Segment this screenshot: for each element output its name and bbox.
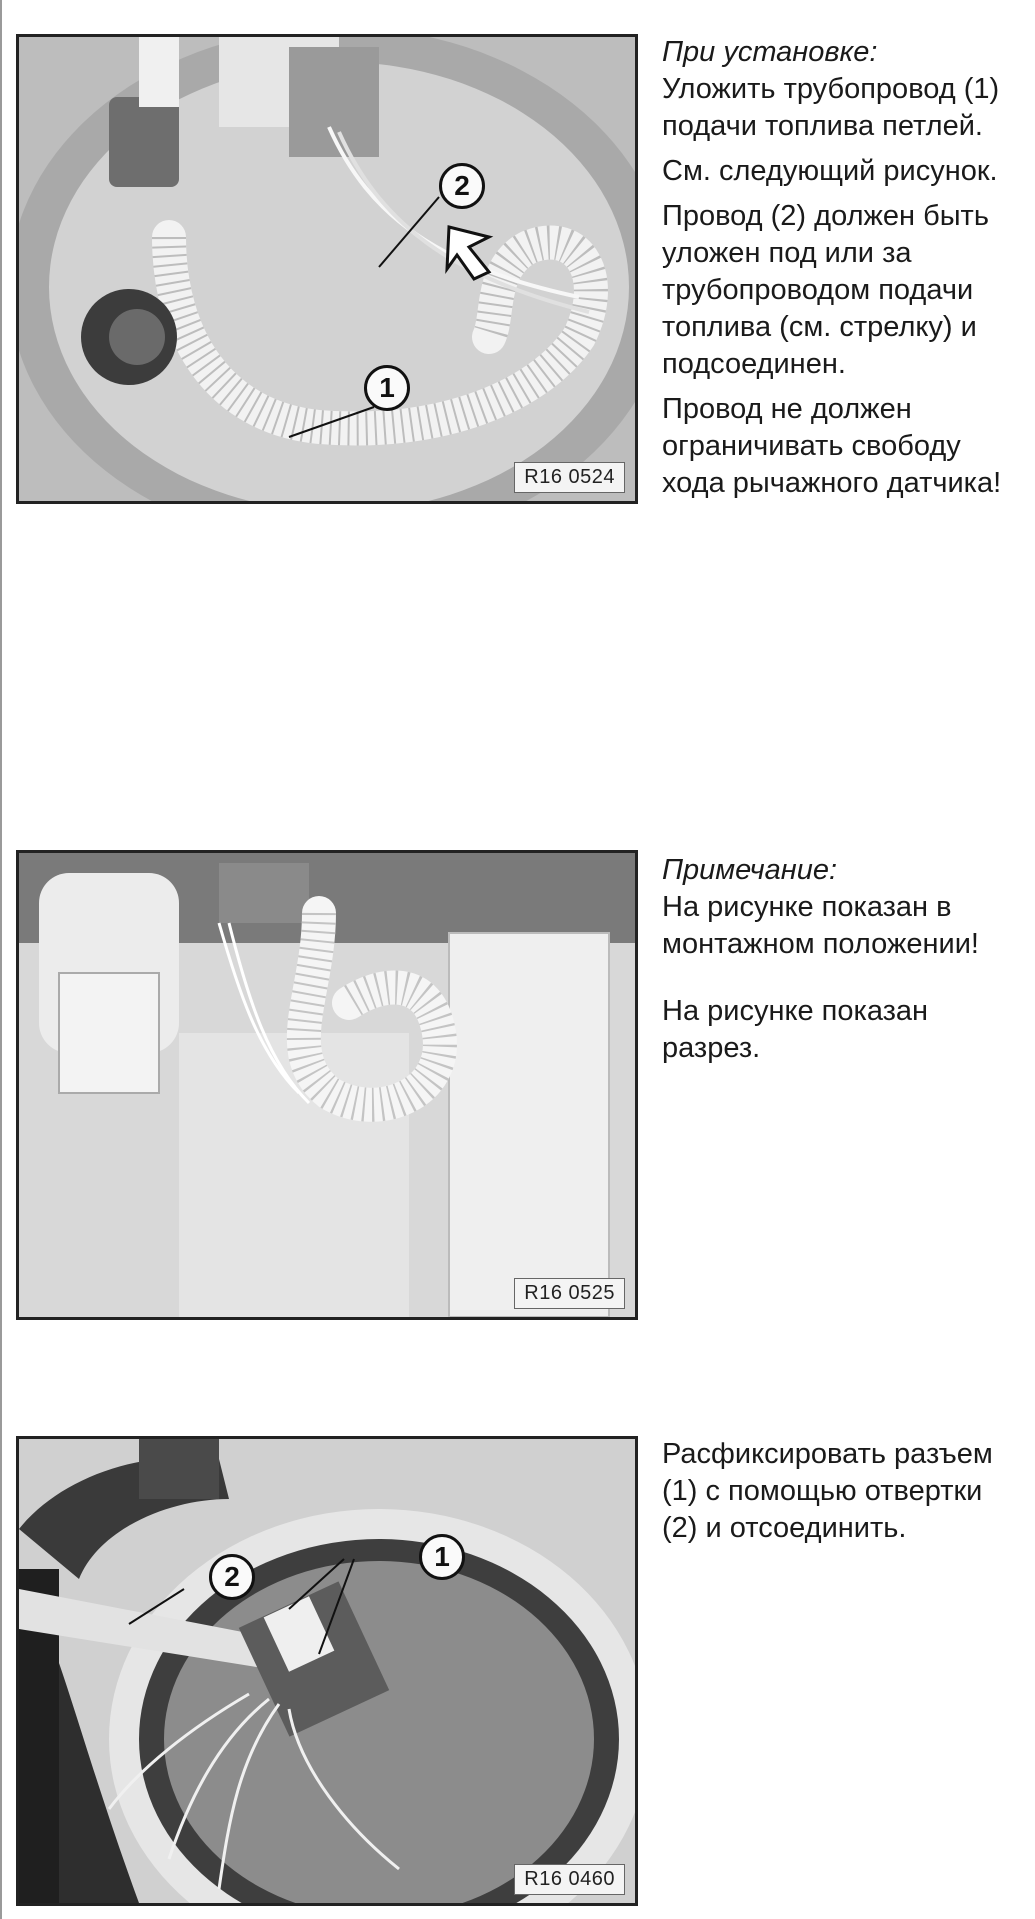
note-paragraph: На рисунке показан в монтажном положении! [662,891,979,960]
instruction-paragraph: Расфиксировать разъем (1) с помощью отвертки (2) и отсоединить. [662,1438,993,1544]
instruction-paragraph: Провод (2) должен быть уложен под или за трубопроводом подачи топлива (см. стрелку) и подсоединен. [662,200,989,380]
instruction-paragraph: Уложить трубопровод (1) подачи топлива петлей. [662,73,1000,142]
figure-photo-connector-release [16,1436,638,1906]
note-paragraph: На рисунке показан разрез. [662,995,929,1064]
instruction-paragraph: См. следующий рисунок. [662,155,998,187]
figure-reference-label: R16 0525 [514,1278,625,1309]
figure-photo-fuel-line-loop [16,34,638,504]
instruction-text-block [662,34,1022,510]
note-text-block [662,852,1022,1075]
callout-number: 2 [439,163,485,209]
photo-illustration [19,853,635,1317]
figure-reference-label: R16 0460 [514,1864,625,1895]
section-heading: Примечание: [662,854,838,886]
photo-illustration [19,37,635,501]
figure-reference-label: R16 0524 [514,462,625,493]
callout-number: 1 [419,1534,465,1580]
instruction-paragraph: Провод не должен ограничивать свободу хода рычажного датчика! [662,393,1002,499]
instruction-text-block [662,1436,1022,1555]
photo-illustration [19,1439,635,1903]
figure-photo-installed-position [16,850,638,1320]
callout-number: 1 [364,365,410,411]
page-left-edge [0,0,2,1919]
callout-number: 2 [209,1554,255,1600]
section-heading: При установке: [662,36,878,68]
